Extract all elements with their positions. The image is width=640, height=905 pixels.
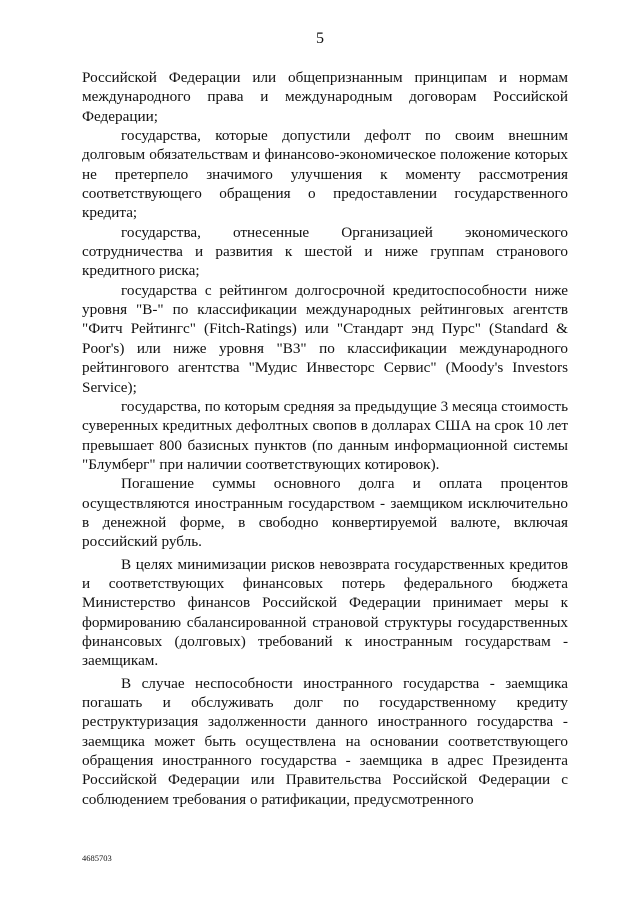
paragraph: В целях минимизации рисков невозврата государственных кредитов и соответствующих финансовых потерь федерального бюджета Министерство финансов Российской Федерации принимает меры к формированию сбалансированной страновой структуры государственных финансовых (долговых) требований к иностранным государствам - заемщикам.	[82, 555, 568, 670]
paragraph: государства, отнесенные Организацией экономического сотрудничества и развития к шестой и ниже группам странового кредитного риска;	[82, 223, 568, 280]
paragraph: Российской Федерации или общепризнанным принципам и нормам международного права и международным договорам Российской Федерации;	[82, 69, 568, 125]
paragraph: государства с рейтингом долгосрочной кредитоспособности ниже уровня "B-" по классификации международных рейтинговых агентств "Фитч Рейтингс" (Fitch-Ratings) или "Стандарт энд Пурс" (Standard & Poor's) или ниже уровня "B3" по классификации международного рейтингового агентства "Мудис Инвесторс Сервис" (Moody's Investors Service);	[82, 281, 568, 396]
document-body	[82, 68, 568, 809]
document-code: 4685703	[82, 853, 112, 863]
paragraph: Погашение суммы основного долга и оплата процентов осуществляются иностранным государством - заемщиком исключительно в денежной форме, в свободно конвертируемой валюте, включая российский рубль.	[82, 475, 568, 551]
page-number: 5	[316, 30, 324, 47]
paragraph: государства, которые допустили дефолт по своим внешним долговым обязательствам и финансово-экономическое положение которых не претерпело значимого улучшения к моменту рассмотрения соответствующего обращения о предоставлении государственного кредита;	[82, 127, 568, 222]
paragraph: государства, по которым средняя за предыдущие 3 месяца стоимость суверенных кредитных дефолтных свопов в долларах США на срок 10 лет превышает 800 базисных пунктов (по данным информационной системы "Блумберг" при наличии соответствующих котировок).	[82, 397, 568, 473]
paragraph: В случае неспособности иностранного государства - заемщика погашать и обслуживать долг по государственному кредиту реструктуризация задолженности данного иностранного государства - заемщика может быть осуществлена на основании соответствующего обращения иностранного государства - заемщика в адрес Президента Российской Федерации или Правительства Российской Федерации с соблюдением требования о ратификации, предусмотренного	[82, 674, 568, 808]
